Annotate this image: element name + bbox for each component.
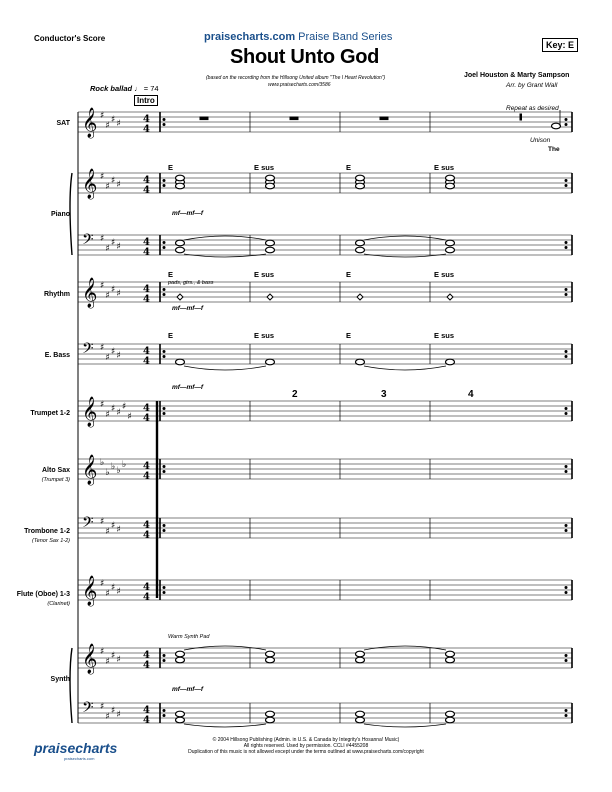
repeat-dot bbox=[565, 247, 567, 249]
bass-note bbox=[176, 240, 185, 246]
repeat-dot bbox=[163, 247, 165, 249]
repeat-dot bbox=[565, 660, 567, 662]
piano-chord-note bbox=[266, 175, 275, 181]
repeat-dot bbox=[565, 530, 567, 532]
chord-rhythm-2: E sus bbox=[254, 270, 275, 279]
staff-lines bbox=[78, 112, 572, 723]
staff-label-flute: Flute (Oboe) 1-3 bbox=[16, 591, 70, 598]
repeat-dot bbox=[565, 525, 567, 527]
bass-clef-icon: 𝄢 bbox=[82, 514, 94, 535]
sharp-icon: ♯ bbox=[105, 712, 110, 722]
time-sig-bottom: 4 bbox=[143, 592, 150, 603]
bass-clef-icon: 𝄢 bbox=[82, 699, 94, 720]
repeat-dot bbox=[163, 530, 165, 532]
logo-subtext: praisecharts.com bbox=[64, 756, 95, 761]
synth-note bbox=[356, 651, 365, 657]
staff-sub-trombone: (Tenor Sax 1-2) bbox=[31, 538, 70, 544]
repeat-dot bbox=[163, 413, 165, 415]
flat-icon: ♭ bbox=[122, 460, 127, 470]
repeat-dot bbox=[565, 242, 567, 244]
chord-bass-2: E sus bbox=[254, 331, 275, 340]
chord-rhythm-1: E bbox=[168, 270, 174, 279]
staff-label-trombone: Trombone 1-2 bbox=[24, 528, 70, 535]
staff-label-alto-sax: Alto Sax bbox=[41, 467, 70, 474]
piano-chord-note bbox=[356, 183, 365, 189]
time-sig-bottom: 4 bbox=[143, 530, 150, 541]
piano-chord-note bbox=[176, 183, 185, 189]
tempo-label: Rock ballad bbox=[90, 84, 133, 93]
synth-note bbox=[446, 717, 455, 723]
measure-number-4: 4 bbox=[468, 389, 474, 400]
sharp-icon: ♯ bbox=[116, 525, 121, 535]
sharp-icon: ♯ bbox=[116, 587, 121, 597]
dynamic-rhythm: mf—mf—f bbox=[172, 305, 204, 312]
tie bbox=[364, 254, 446, 257]
rhythm-instruction: pads, gtrs., & bass bbox=[168, 280, 214, 286]
sharp-icon: ♯ bbox=[116, 408, 121, 418]
piano-chord-note bbox=[446, 183, 455, 189]
sharp-icon: ♯ bbox=[105, 589, 110, 599]
repeat-dot bbox=[163, 289, 165, 291]
staff-label-trumpet: Trumpet 1-2 bbox=[30, 410, 70, 417]
synth-note bbox=[446, 657, 455, 663]
copyright-line-3: Duplication of this music is not allowed except under the terms outlined at www.praisecharts.com/copyright bbox=[188, 749, 424, 755]
flat-icon: ♭ bbox=[111, 462, 116, 472]
repeat-dot bbox=[565, 180, 567, 182]
repeat-dot bbox=[565, 655, 567, 657]
sharp-icon: ♯ bbox=[111, 651, 116, 661]
repeat-dot bbox=[163, 660, 165, 662]
staff-label-rhythm: Rhythm bbox=[43, 291, 70, 298]
synth-note bbox=[266, 717, 275, 723]
slash-diamond bbox=[447, 294, 453, 300]
treble-clef-icon: 𝄞 bbox=[82, 169, 98, 199]
treble-clef-icon: 𝄞 bbox=[82, 455, 98, 485]
bass-clef-icon: 𝄢 bbox=[82, 340, 94, 361]
synth-note bbox=[176, 711, 185, 717]
clefs-and-signatures bbox=[82, 107, 150, 726]
staff-label-synth: Synth bbox=[50, 676, 70, 683]
whole-rest bbox=[290, 117, 298, 120]
copyright-line-2: All rights reserved. Used by permission. CCLI #4455208 bbox=[243, 743, 369, 749]
sharp-icon: ♯ bbox=[111, 404, 116, 414]
quarter-note-icon: ♩ bbox=[134, 84, 142, 93]
unison-note: Unison bbox=[530, 137, 551, 144]
sharp-icon: ♯ bbox=[100, 172, 105, 182]
time-sig-bottom: 4 bbox=[143, 715, 150, 726]
time-sig-top: 4 bbox=[143, 582, 150, 593]
repeat-as-desired: Repeat as desired bbox=[506, 105, 559, 112]
time-sig-top: 4 bbox=[143, 284, 150, 295]
bass-note bbox=[446, 247, 455, 253]
notes-and-rests bbox=[163, 110, 567, 727]
tie bbox=[184, 236, 266, 240]
tempo-value: = 74 bbox=[143, 84, 159, 93]
repeat-dot bbox=[565, 710, 567, 712]
time-sig-top: 4 bbox=[143, 650, 150, 661]
chord-bass-4: E sus bbox=[434, 331, 455, 340]
piano-chord-note bbox=[266, 183, 275, 189]
tie bbox=[364, 366, 446, 370]
time-sig-top: 4 bbox=[143, 520, 150, 531]
chord-bass-3: E bbox=[346, 331, 352, 340]
bass-whole-note bbox=[176, 359, 185, 365]
piano-chord-note bbox=[446, 175, 455, 181]
sharp-icon: ♯ bbox=[105, 291, 110, 301]
conductors-score-label: Conductor's Score bbox=[34, 34, 106, 43]
sharp-icon: ♯ bbox=[105, 353, 110, 363]
treble-clef-icon: 𝄞 bbox=[82, 576, 98, 606]
synth-note bbox=[446, 711, 455, 717]
sharp-icon: ♯ bbox=[111, 583, 116, 593]
repeat-dot bbox=[565, 471, 567, 473]
chord-piano-1: E bbox=[168, 163, 174, 172]
praisecharts-logo bbox=[34, 740, 117, 761]
pickup-note bbox=[552, 123, 561, 129]
repeat-dot bbox=[163, 466, 165, 468]
bass-note bbox=[176, 247, 185, 253]
sharp-icon: ♯ bbox=[116, 180, 121, 190]
repeat-dot bbox=[163, 471, 165, 473]
based-on-note: (based on the recording from the Hillsong United album "The I Heart Revolution") bbox=[206, 75, 386, 81]
bass-note bbox=[356, 247, 365, 253]
tie bbox=[184, 366, 266, 370]
repeat-dot bbox=[163, 715, 165, 717]
sharp-icon: ♯ bbox=[111, 347, 116, 357]
time-sig-top: 4 bbox=[143, 403, 150, 414]
repeat-dot bbox=[163, 525, 165, 527]
chord-bass-1: E bbox=[168, 331, 174, 340]
treble-clef-icon: 𝄞 bbox=[82, 397, 98, 427]
piano-chord-note bbox=[176, 175, 185, 181]
slash-diamond bbox=[267, 294, 273, 300]
repeat-dot bbox=[565, 289, 567, 291]
whole-rest bbox=[200, 117, 208, 120]
sharp-icon: ♯ bbox=[100, 702, 105, 712]
measure-number-2: 2 bbox=[292, 389, 298, 400]
piano-chord-note bbox=[356, 175, 365, 181]
key-box: Key: E bbox=[542, 38, 578, 52]
repeat-dot bbox=[163, 710, 165, 712]
bass-whole-note bbox=[266, 359, 275, 365]
measure-number-3: 3 bbox=[381, 389, 387, 400]
repeat-dot bbox=[163, 592, 165, 594]
sharp-icon: ♯ bbox=[100, 647, 105, 657]
sharp-icon: ♯ bbox=[116, 351, 121, 361]
repeat-dot bbox=[163, 408, 165, 410]
sharp-icon: ♯ bbox=[116, 655, 121, 665]
repeat-dot bbox=[163, 294, 165, 296]
repeat-dot bbox=[163, 180, 165, 182]
sharp-icon: ♯ bbox=[100, 234, 105, 244]
sharp-icon: ♯ bbox=[111, 238, 116, 248]
time-sig-bottom: 4 bbox=[143, 356, 150, 367]
section-intro-box: Intro bbox=[134, 95, 158, 106]
dynamic-bass: mf—mf—f bbox=[172, 384, 204, 391]
sharp-icon: ♯ bbox=[105, 657, 110, 667]
repeat-dot bbox=[565, 408, 567, 410]
synth-note bbox=[356, 717, 365, 723]
time-sig-bottom: 4 bbox=[143, 413, 150, 424]
time-sig-top: 4 bbox=[143, 705, 150, 716]
treble-clef-icon: 𝄞 bbox=[82, 278, 98, 308]
staff-label-sat: SAT bbox=[56, 120, 70, 127]
repeat-dot bbox=[565, 356, 567, 358]
composers: Joel Houston & Marty Sampson bbox=[464, 72, 570, 79]
brand-series: Praise Band Series bbox=[298, 31, 393, 43]
chord-piano-3: E bbox=[346, 163, 352, 172]
quarter-rest bbox=[520, 114, 522, 120]
logo-text: praisecharts bbox=[34, 740, 118, 756]
copyright-line-1: © 2004 Hillsong Publishing (Admin. in U.S. & Canada by Integrity's Hosanna! Music) bbox=[212, 737, 400, 743]
sharp-icon: ♯ bbox=[105, 182, 110, 192]
lyric-the: The bbox=[548, 146, 560, 153]
sharp-icon: ♯ bbox=[105, 410, 110, 420]
tie bbox=[184, 724, 266, 727]
repeat-dot bbox=[565, 587, 567, 589]
sharp-icon: ♯ bbox=[111, 521, 116, 531]
dynamic-synth: mf—mf—f bbox=[172, 686, 204, 693]
repeat-dot bbox=[565, 185, 567, 187]
sharp-icon: ♯ bbox=[111, 176, 116, 186]
repeat-dot bbox=[163, 124, 165, 126]
bass-note bbox=[356, 240, 365, 246]
sharp-icon: ♯ bbox=[116, 242, 121, 252]
time-sig-bottom: 4 bbox=[143, 294, 150, 305]
sharp-icon: ♯ bbox=[100, 343, 105, 353]
staff-sub-alto-sax: (Trumpet 3) bbox=[41, 477, 70, 483]
flat-icon: ♭ bbox=[105, 468, 110, 478]
treble-clef-icon: 𝄞 bbox=[82, 644, 98, 674]
piano-brace bbox=[70, 173, 72, 255]
sharp-icon: ♯ bbox=[116, 710, 121, 720]
bass-note bbox=[266, 247, 275, 253]
time-sig-bottom: 4 bbox=[143, 471, 150, 482]
time-sig-bottom: 4 bbox=[143, 124, 150, 135]
brand-site: praisecharts.com bbox=[204, 31, 296, 43]
sharp-icon: ♯ bbox=[116, 289, 121, 299]
sharp-icon: ♯ bbox=[116, 119, 121, 129]
chord-piano-2: E sus bbox=[254, 163, 275, 172]
staff-sub-flute: (Clarinet) bbox=[47, 601, 70, 607]
time-sig-bottom: 4 bbox=[143, 185, 150, 196]
bass-note bbox=[446, 240, 455, 246]
repeat-dot bbox=[565, 351, 567, 353]
bass-note bbox=[266, 240, 275, 246]
chord-piano-4: E sus bbox=[434, 163, 455, 172]
sharp-icon: ♯ bbox=[105, 527, 110, 537]
repeat-dot bbox=[565, 119, 567, 121]
flat-icon: ♭ bbox=[100, 458, 105, 468]
repeat-dot bbox=[565, 124, 567, 126]
synth-note bbox=[446, 651, 455, 657]
repeat-dot bbox=[565, 413, 567, 415]
repeat-dot bbox=[565, 592, 567, 594]
synth-note bbox=[356, 711, 365, 717]
time-sig-top: 4 bbox=[143, 346, 150, 357]
chord-rhythm-4: E sus bbox=[434, 270, 455, 279]
sharp-icon: ♯ bbox=[105, 244, 110, 254]
staff-label-bass: E. Bass bbox=[44, 352, 70, 359]
sharp-icon: ♯ bbox=[100, 579, 105, 589]
synth-instruction: Warm Synth Pad bbox=[168, 634, 210, 640]
repeat-dot bbox=[163, 351, 165, 353]
tie bbox=[184, 254, 266, 257]
sharp-icon: ♯ bbox=[111, 115, 116, 125]
repeat-dot bbox=[163, 655, 165, 657]
synth-note bbox=[176, 657, 185, 663]
sharp-icon: ♯ bbox=[111, 285, 116, 295]
sharp-icon: ♯ bbox=[100, 400, 105, 410]
bass-whole-note bbox=[446, 359, 455, 365]
repeat-dot bbox=[163, 185, 165, 187]
slash-diamond bbox=[357, 294, 363, 300]
treble-clef-icon: 𝄞 bbox=[82, 108, 98, 138]
dynamic-piano: mf—mf—f bbox=[172, 210, 204, 217]
repeat-dot bbox=[163, 119, 165, 121]
sharp-icon: ♯ bbox=[111, 706, 116, 716]
synth-note bbox=[176, 651, 185, 657]
synth-note bbox=[266, 651, 275, 657]
whole-rest bbox=[380, 117, 388, 120]
time-sig-top: 4 bbox=[143, 237, 150, 248]
sharp-icon: ♯ bbox=[100, 281, 105, 291]
song-title: Shout Unto God bbox=[230, 46, 380, 68]
repeat-dot bbox=[163, 356, 165, 358]
synth-note bbox=[356, 657, 365, 663]
synth-note bbox=[266, 711, 275, 717]
sharp-icon: ♯ bbox=[122, 402, 127, 412]
time-sig-top: 4 bbox=[143, 461, 150, 472]
time-sig-top: 4 bbox=[143, 175, 150, 186]
web-address: www.praisecharts.com/3586 bbox=[268, 82, 331, 88]
flat-icon: ♭ bbox=[116, 466, 121, 476]
staff-label-piano: Piano bbox=[50, 211, 70, 218]
sharp-icon: ♯ bbox=[100, 111, 105, 121]
bass-clef-icon: 𝄢 bbox=[82, 231, 94, 252]
repeat-dot bbox=[565, 294, 567, 296]
arranger: Arr. by Grant Wall bbox=[506, 82, 558, 89]
sharp-icon: ♯ bbox=[100, 517, 105, 527]
chord-rhythm-3: E bbox=[346, 270, 352, 279]
repeat-dot bbox=[565, 715, 567, 717]
bass-whole-note bbox=[356, 359, 365, 365]
sharp-icon: ♯ bbox=[105, 121, 110, 131]
tie bbox=[364, 724, 446, 727]
slash-diamond bbox=[177, 294, 183, 300]
time-sig-top: 4 bbox=[143, 114, 150, 125]
repeat-dot bbox=[565, 466, 567, 468]
time-sig-bottom: 4 bbox=[143, 247, 150, 258]
sharp-icon: ♯ bbox=[127, 412, 132, 422]
synth-note bbox=[176, 717, 185, 723]
time-sig-bottom: 4 bbox=[143, 660, 150, 671]
repeat-dot bbox=[163, 242, 165, 244]
synth-note bbox=[266, 657, 275, 663]
tie bbox=[364, 236, 446, 240]
repeat-dot bbox=[163, 587, 165, 589]
copyright-footer bbox=[156, 737, 456, 755]
synth-brace bbox=[70, 648, 72, 723]
